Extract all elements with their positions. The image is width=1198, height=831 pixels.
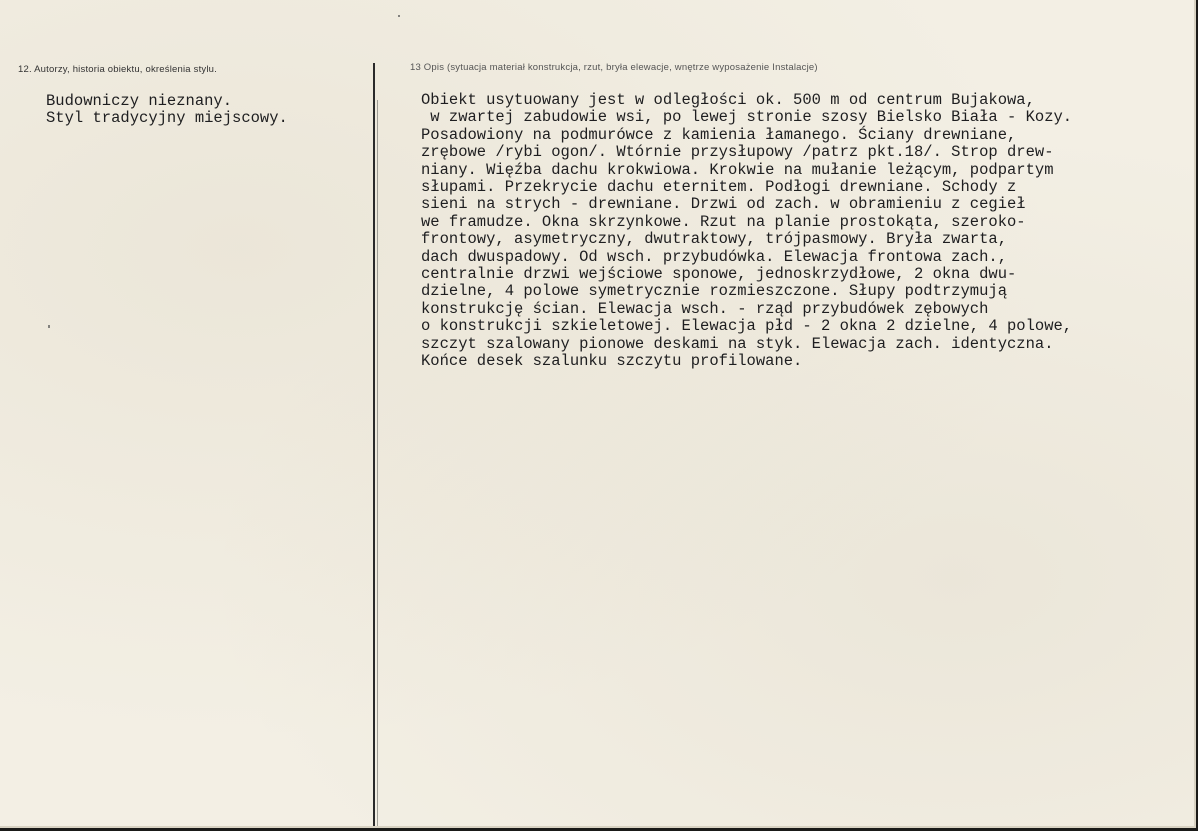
text-line: Posadowiony na podmurówce z kamienia łamanego. Ściany drewniane,: [421, 125, 1017, 144]
section-13-header: 13 Opis (sytuacja materiał konstrukcja, rzut, bryła elewacje, wnętrze wyposażenie Instalacje): [410, 62, 818, 73]
text-line: zrębowe /rybi ogon/. Wtórnie przysłupowy /patrz pkt.18/. Strop drew-: [421, 143, 1054, 162]
text-line: szczyt szalowany pionowe deskami na styk. Elewacja zach. identyczna.: [421, 334, 1054, 353]
text-line: konstrukcję ścian. Elewacja wsch. - rząd przybudówek zębowych: [421, 299, 989, 318]
text-line: we framudze. Okna skrzynkowe. Rzut na planie prostokąta, szeroko-: [421, 212, 1026, 231]
text-line: słupami. Przekrycie dachu eternitem. Podłogi drewniane. Schody z: [421, 178, 1017, 197]
section-12-header: 12. Autorzy, historia obiektu, określenia stylu.: [18, 64, 217, 75]
column-divider: [373, 63, 375, 826]
text-line: w zwartej zabudowie wsi, po lewej stronie szosy Bielsko Biała - Kozy.: [421, 108, 1073, 127]
text-line: centralnie drzwi wejściowe sponowe, jednoskrzydłowe, 2 okna dwu-: [421, 265, 1017, 284]
text-line: o konstrukcji szkieletowej. Elewacja płd - 2 okna 2 dzielne, 4 polowe,: [421, 317, 1073, 336]
column-divider-shadow: [377, 100, 378, 826]
paper-speck: [398, 15, 400, 17]
text-line: sieni na strych - drewniane. Drzwi od zach. w obramieniu z cegieł: [421, 195, 1026, 214]
text-line: Końce desek szalunku szczytu profilowane.: [421, 352, 803, 371]
paper-speck: [48, 325, 50, 328]
section-13-text: [421, 92, 1072, 371]
text-line: niany. Więźba dachu krokwiowa. Krokwie na mułanie leżącym, podpartym: [421, 160, 1054, 179]
section-12-text: [46, 93, 288, 128]
text-line: Obiekt usytuowany jest w odległości ok. 500 m od centrum Bujakowa,: [421, 91, 1035, 109]
text-line: Budowniczy nieznany.: [46, 92, 233, 110]
text-line: Styl tradycyjny miejscowy.: [46, 109, 288, 128]
text-line: frontowy, asymetryczny, dwutraktowy, trójpasmowy. Bryła zwarta,: [421, 230, 1007, 249]
text-line: dach dwuspadowy. Od wsch. przybudówka. Elewacja frontowa zach.,: [421, 247, 1007, 266]
text-line: dzielne, 4 polowe symetrycznie rozmieszczone. Słupy podtrzymują: [421, 282, 1007, 301]
